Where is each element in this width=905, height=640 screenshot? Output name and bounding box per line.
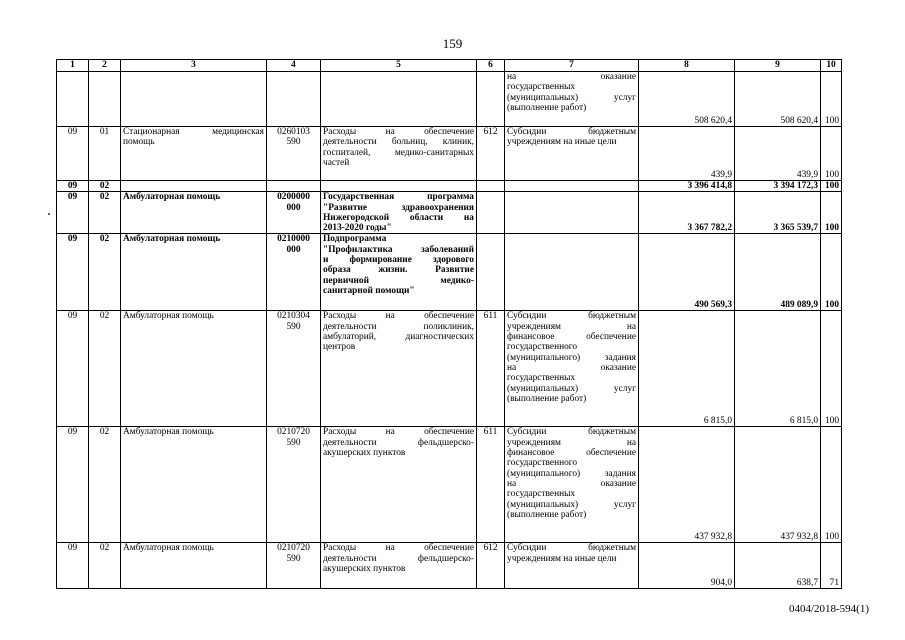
target-article-cell xyxy=(267,311,321,427)
cell-line: 2013-2020 годы" xyxy=(323,223,392,234)
cell-line: (муниципального) задания xyxy=(507,352,636,363)
cell-line: 590 xyxy=(286,321,301,332)
section-code-cell xyxy=(57,72,89,127)
header-cell: 3 xyxy=(121,60,267,72)
cell-line: государственных xyxy=(507,82,576,93)
subsection-code-cell: 01 xyxy=(89,127,121,181)
section-name-cell xyxy=(121,181,267,192)
cell-line: частей xyxy=(323,157,350,168)
page-number: 159 xyxy=(442,36,463,51)
execution-percent-cell: 71 xyxy=(821,543,842,589)
section-code-cell: 09 xyxy=(57,127,89,181)
actual-amount-cell: 508 620,4 xyxy=(735,72,821,127)
table-row xyxy=(57,311,842,427)
cell-line: Подпрограмма xyxy=(323,234,387,245)
document-code: 0404/2018-594(1) xyxy=(788,603,869,615)
section-name-cell: Амбулаторная помощь xyxy=(121,234,267,311)
actual-amount-cell: 439,9 xyxy=(735,127,821,181)
expense-type-cell xyxy=(477,192,505,234)
header-cell: 9 xyxy=(735,60,821,72)
subsection-code-cell: 02 xyxy=(89,192,121,234)
target-article-cell xyxy=(267,234,321,311)
cell-line: деятельности больниц, клиник, xyxy=(323,137,474,148)
planned-amount-cell: 508 620,4 xyxy=(639,72,735,127)
expense-description-cell xyxy=(321,127,477,181)
expense-type-name-cell xyxy=(505,181,639,192)
planned-amount-cell: 3 396 414,8 xyxy=(639,181,735,192)
planned-amount-cell: 490 569,3 xyxy=(639,234,735,311)
cell-line: финансовое обеспечение xyxy=(507,448,636,459)
table-row xyxy=(57,127,842,181)
cell-line: финансовое обеспечение xyxy=(507,332,636,343)
cell-line: (муниципальных) услуг xyxy=(507,499,636,510)
cell-line: учреждениям на иные цели xyxy=(507,137,617,148)
execution-percent-cell: 100 xyxy=(821,311,842,427)
expense-type-name-cell xyxy=(505,543,639,589)
header-cell: 10 xyxy=(821,60,842,72)
section-code-cell: 09 xyxy=(57,192,89,234)
table-row xyxy=(57,234,842,311)
cell-line: (муниципального) задания xyxy=(507,468,636,479)
section-name-cell: Амбулаторная помощь xyxy=(121,192,267,234)
section-name-cell: Амбулаторная помощь xyxy=(121,427,267,543)
header-cell: 4 xyxy=(267,60,321,72)
expense-type-cell: 611 xyxy=(477,311,505,427)
cell-line: (выполнение работ) xyxy=(507,509,587,520)
expense-description-cell xyxy=(321,181,477,192)
header-cell: 7 xyxy=(505,60,639,72)
cell-line: на оказание xyxy=(507,72,636,82)
cell-line: Расходы на обеспечение xyxy=(323,127,474,137)
cell-line: государственного xyxy=(507,458,578,469)
subsection-code-cell: 02 xyxy=(89,543,121,589)
subsection-code-cell xyxy=(89,72,121,127)
expense-type-cell: 612 xyxy=(477,543,505,589)
table-row xyxy=(57,72,842,127)
cell-line: Субсидии бюджетным xyxy=(507,311,636,322)
cell-line: Расходы на обеспечение xyxy=(323,543,474,554)
planned-amount-cell: 3 367 782,2 xyxy=(639,192,735,234)
cell-line: 0210304 xyxy=(277,311,310,322)
cell-line: Субсидии бюджетным xyxy=(507,127,636,137)
cell-line: Государственная программа xyxy=(323,192,474,203)
cell-line: учреждениям на xyxy=(507,321,636,332)
target-article-cell xyxy=(267,543,321,589)
cell-line: учреждениям на иные цели xyxy=(507,553,617,564)
table-header-row xyxy=(57,60,842,72)
cell-line: 0210720 xyxy=(277,427,310,438)
expense-type-name-cell xyxy=(505,234,639,311)
section-code-cell: 09 xyxy=(57,181,89,192)
cell-line: Субсидии бюджетным xyxy=(507,427,636,438)
cell-line: 000 xyxy=(286,202,301,213)
actual-amount-cell: 6 815,0 xyxy=(735,311,821,427)
table-body xyxy=(57,60,842,589)
expense-type-name-cell xyxy=(505,72,639,127)
planned-amount-cell: 904,0 xyxy=(639,543,735,589)
cell-line: 0260103 xyxy=(277,127,310,137)
cell-line: 590 xyxy=(286,553,301,564)
planned-amount-cell: 439,9 xyxy=(639,127,735,181)
section-name-cell: Стационарная медицинская помощь xyxy=(121,127,267,181)
execution-percent-cell: 100 xyxy=(821,181,842,192)
cell-line: государственных xyxy=(507,373,576,384)
cell-line: Расходы на обеспечение xyxy=(323,427,474,438)
cell-line: деятельности фельдшерско- xyxy=(323,437,474,448)
target-article-cell xyxy=(267,427,321,543)
section-code-cell: 09 xyxy=(57,234,89,311)
section-code-cell: 09 xyxy=(57,543,89,589)
planned-amount-cell: 6 815,0 xyxy=(639,311,735,427)
cell-line: на оказание xyxy=(507,478,636,489)
expense-description-cell xyxy=(321,234,477,311)
header-cell: 6 xyxy=(477,60,505,72)
table-row xyxy=(57,181,842,192)
cell-line: акушерских пунктов xyxy=(323,448,406,459)
header-cell: 8 xyxy=(639,60,735,72)
cell-line: (муниципальных) услуг xyxy=(507,383,636,394)
expense-type-name-cell xyxy=(505,127,639,181)
cell-line: 0200000 xyxy=(277,192,310,203)
expense-description-cell xyxy=(321,311,477,427)
expense-description-cell xyxy=(321,427,477,543)
subsection-code-cell: 02 xyxy=(89,234,121,311)
target-article-cell xyxy=(267,181,321,192)
table-row xyxy=(57,192,842,234)
cell-line: амбулаторий, диагностических xyxy=(323,332,474,343)
section-name-cell: Амбулаторная помощь xyxy=(121,311,267,427)
expense-description-cell xyxy=(321,72,477,127)
target-article-cell xyxy=(267,127,321,181)
expense-type-name-cell xyxy=(505,311,639,427)
expense-type-cell xyxy=(477,234,505,311)
actual-amount-cell: 489 089,9 xyxy=(735,234,821,311)
expense-description-cell xyxy=(321,543,477,589)
cell-line: акушерских пунктов xyxy=(323,564,406,575)
header-cell: 2 xyxy=(89,60,121,72)
actual-amount-cell: 437 932,8 xyxy=(735,427,821,543)
cell-line: санитарной помощи" xyxy=(323,285,415,296)
cell-line: государственных xyxy=(507,489,576,500)
cell-line: 000 xyxy=(286,244,301,255)
actual-amount-cell: 3 394 172,3 xyxy=(735,181,821,192)
actual-amount-cell: 638,7 xyxy=(735,543,821,589)
cell-line: 590 xyxy=(286,137,301,148)
subsection-code-cell: 02 xyxy=(89,427,121,543)
execution-percent-cell: 100 xyxy=(821,234,842,311)
cell-line: образа жизни. Развитие xyxy=(323,265,474,276)
cell-line: и формирование здорового xyxy=(323,255,474,266)
cell-line: (выполнение работ) xyxy=(507,393,587,404)
expense-type-name-cell xyxy=(505,427,639,543)
section-name-cell xyxy=(121,72,267,127)
cell-line: (выполнение работ) xyxy=(507,102,587,113)
header-cell: 5 xyxy=(321,60,477,72)
section-code-cell: 09 xyxy=(57,427,89,543)
expense-type-cell xyxy=(477,181,505,192)
execution-percent-cell: 100 xyxy=(821,72,842,127)
cell-line: "Профилактика заболеваний xyxy=(323,244,474,255)
cell-line: (муниципальных) услуг xyxy=(507,92,636,103)
cell-line: 590 xyxy=(286,437,301,448)
cell-line: на оказание xyxy=(507,362,636,373)
cell-line: Расходы на обеспечение xyxy=(323,311,474,322)
target-article-cell xyxy=(267,72,321,127)
expense-description-cell xyxy=(321,192,477,234)
subsection-code-cell: 02 xyxy=(89,181,121,192)
cell-line: госпиталей, медико-санитарных xyxy=(323,147,474,158)
execution-percent-cell: 100 xyxy=(821,127,842,181)
cell-line: Субсидии бюджетным xyxy=(507,543,636,554)
subsection-code-cell: 02 xyxy=(89,311,121,427)
section-name-cell: Амбулаторная помощь xyxy=(121,543,267,589)
cell-line: Нижегородской области на xyxy=(323,212,474,223)
expense-type-cell: 611 xyxy=(477,427,505,543)
planned-amount-cell: 437 932,8 xyxy=(639,427,735,543)
expense-type-cell xyxy=(477,72,505,127)
header-cell: 1 xyxy=(57,60,89,72)
cell-line: деятельности фельдшерско- xyxy=(323,553,474,564)
cell-line: государственного xyxy=(507,342,578,353)
cell-line: первичной медико- xyxy=(323,275,474,286)
execution-percent-cell: 100 xyxy=(821,427,842,543)
table-row xyxy=(57,543,842,589)
execution-percent-cell: 100 xyxy=(821,192,842,234)
budget-table xyxy=(56,59,842,589)
scan-artifact xyxy=(48,213,50,215)
actual-amount-cell: 3 365 539,7 xyxy=(735,192,821,234)
table-row xyxy=(57,427,842,543)
cell-line: центров xyxy=(323,342,356,353)
expense-type-name-cell xyxy=(505,192,639,234)
section-code-cell: 09 xyxy=(57,311,89,427)
cell-line: деятельности поликлиник, xyxy=(323,321,474,332)
cell-line: 0210720 xyxy=(277,543,310,554)
cell-line: 0210000 xyxy=(277,234,310,245)
expense-type-cell: 612 xyxy=(477,127,505,181)
target-article-cell xyxy=(267,192,321,234)
cell-line: "Развитие здравоохранения xyxy=(323,202,474,213)
cell-line: учреждениям на xyxy=(507,437,636,448)
